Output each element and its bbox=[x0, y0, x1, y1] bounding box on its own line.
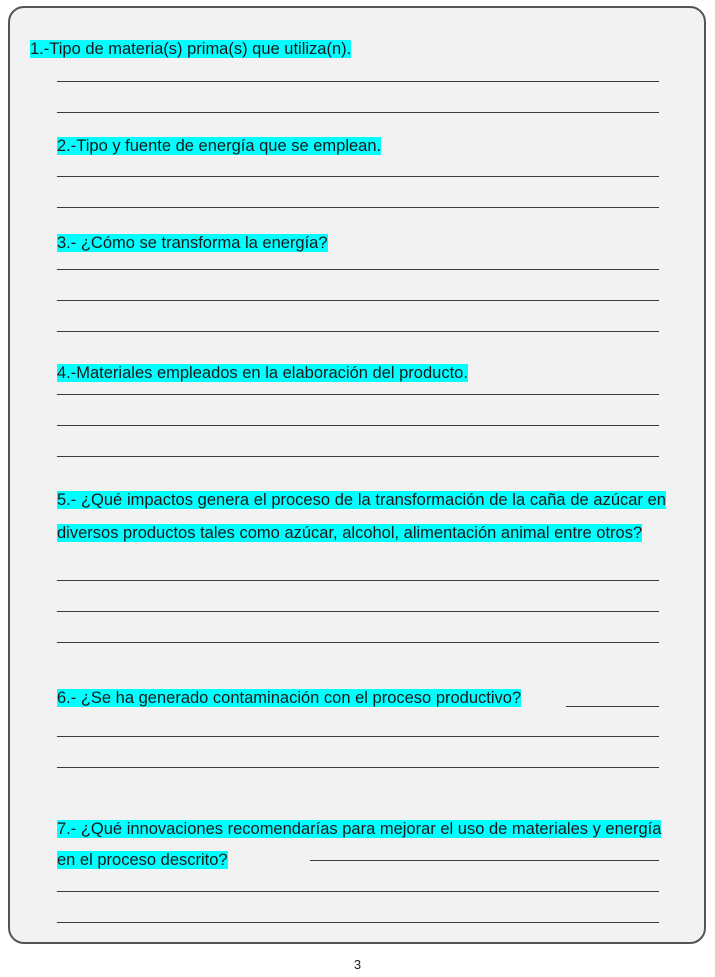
answer-line[interactable] bbox=[57, 394, 659, 395]
question-2 bbox=[57, 131, 381, 161]
question-6 bbox=[57, 683, 521, 713]
answer-line[interactable] bbox=[57, 642, 659, 643]
answer-line[interactable] bbox=[57, 331, 659, 332]
question-3-text: 3.- ¿Cómo se transforma la energía? bbox=[57, 234, 328, 252]
question-4 bbox=[57, 358, 468, 388]
answer-line[interactable] bbox=[57, 269, 659, 270]
answer-line[interactable] bbox=[57, 580, 659, 581]
page-number: 3 bbox=[353, 957, 362, 972]
answer-line[interactable] bbox=[57, 425, 659, 426]
answer-line[interactable] bbox=[57, 891, 659, 892]
question-4-text: 4.-Materiales empleados en la elaboración del producto. bbox=[57, 364, 468, 382]
answer-line[interactable] bbox=[57, 922, 659, 923]
answer-line[interactable] bbox=[57, 81, 659, 82]
answer-line[interactable] bbox=[57, 767, 659, 768]
question-3 bbox=[57, 228, 328, 258]
question-7-text: 7.- ¿Qué innovaciones recomendarías para mejorar el uso de materiales y energía en el proceso descrito? bbox=[57, 820, 662, 869]
answer-line-inline[interactable] bbox=[566, 706, 659, 707]
question-5 bbox=[57, 484, 666, 549]
answer-line[interactable] bbox=[57, 207, 659, 208]
answer-line[interactable] bbox=[57, 736, 659, 737]
question-5-text: 5.- ¿Qué impactos genera el proceso de la transformación de la caña de azúcar en diversos productos tales como azúcar, alcohol, alimentación animal entre otros? bbox=[57, 491, 666, 542]
question-1-text: 1.-Tipo de materia(s) prima(s) que utiliza(n). bbox=[30, 40, 352, 58]
answer-line[interactable] bbox=[57, 112, 659, 113]
answer-line-inline[interactable] bbox=[310, 860, 659, 861]
question-7-line-1 bbox=[57, 814, 666, 876]
question-1 bbox=[30, 34, 351, 64]
question-2-text: 2.-Tipo y fuente de energía que se emplean. bbox=[57, 137, 382, 155]
answer-line[interactable] bbox=[57, 456, 659, 457]
answer-line[interactable] bbox=[57, 300, 659, 301]
answer-line[interactable] bbox=[57, 176, 659, 177]
question-6-text: 6.- ¿Se ha generado contaminación con el proceso productivo? bbox=[57, 689, 522, 707]
answer-line[interactable] bbox=[57, 611, 659, 612]
